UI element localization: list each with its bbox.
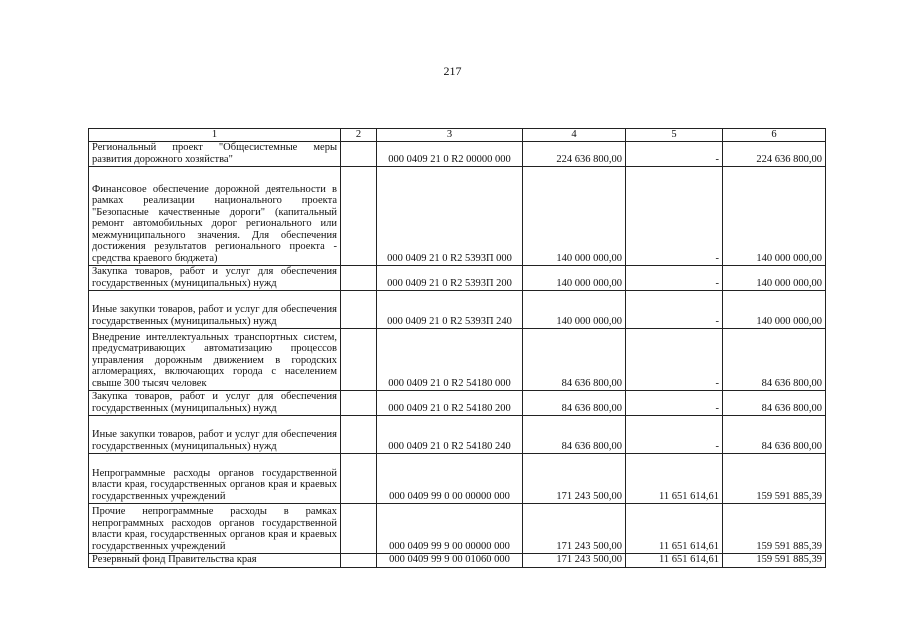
row-col-6: 140 000 000,00 [723, 291, 826, 329]
row-col-5: 11 651 614,61 [626, 554, 723, 568]
row-code: 000 0409 99 0 00 00000 000 [377, 454, 523, 504]
row-col-2 [341, 329, 377, 391]
row-col-5: - [626, 167, 723, 266]
row-col-5: - [626, 142, 723, 167]
row-description: Финансовое обеспечение дорожной деятельности в рамках реализации национального проекта "Безопасные качественные дороги" (капитальный ремонт автомобильных дорог регионального или межмуниципального значения. Для обеспечения достижения результатов регионального проекта - средства краевого бюджета) [89, 167, 341, 266]
row-code: 000 0409 21 0 R2 5393П 200 [377, 266, 523, 291]
row-col-6: 140 000 000,00 [723, 167, 826, 266]
header-col-5: 5 [626, 129, 723, 142]
header-col-6: 6 [723, 129, 826, 142]
row-col-6: 224 636 800,00 [723, 142, 826, 167]
row-description: Непрограммные расходы органов государственной власти края, государственных органов края и краевых государственных учреждений [89, 454, 341, 504]
row-col-2 [341, 454, 377, 504]
table-row [89, 391, 826, 416]
row-col-5: 11 651 614,61 [626, 504, 723, 554]
row-code: 000 0409 21 0 R2 00000 000 [377, 142, 523, 167]
row-description: Закупка товаров, работ и услуг для обеспечения государственных (муниципальных) нужд [89, 266, 341, 291]
table-row [89, 142, 826, 167]
row-code: 000 0409 21 0 R2 54180 000 [377, 329, 523, 391]
row-col-4: 171 243 500,00 [523, 504, 626, 554]
row-col-6: 159 591 885,39 [723, 454, 826, 504]
row-col-2 [341, 142, 377, 167]
row-description: Закупка товаров, работ и услуг для обеспечения государственных (муниципальных) нужд [89, 391, 341, 416]
budget-table [88, 128, 826, 568]
header-col-2: 2 [341, 129, 377, 142]
row-col-4: 140 000 000,00 [523, 167, 626, 266]
row-description: Иные закупки товаров, работ и услуг для обеспечения государственных (муниципальных) нужд [89, 416, 341, 454]
row-col-6: 84 636 800,00 [723, 416, 826, 454]
row-col-5: - [626, 266, 723, 291]
row-col-4: 84 636 800,00 [523, 416, 626, 454]
row-col-4: 84 636 800,00 [523, 329, 626, 391]
row-col-6: 140 000 000,00 [723, 266, 826, 291]
header-col-3: 3 [377, 129, 523, 142]
row-code: 000 0409 99 9 00 00000 000 [377, 504, 523, 554]
row-col-2 [341, 391, 377, 416]
table-row [89, 454, 826, 504]
row-col-5: 11 651 614,61 [626, 454, 723, 504]
table-row [89, 266, 826, 291]
row-col-2 [341, 416, 377, 454]
row-col-6: 84 636 800,00 [723, 391, 826, 416]
row-description: Внедрение интеллектуальных транспортных систем, предусматривающих автоматизацию процессов управления дорожным движением в городских агломерациях, включающих города с населением свыше 300 тысяч человек [89, 329, 341, 391]
row-code: 000 0409 21 0 R2 5393П 000 [377, 167, 523, 266]
row-col-6: 159 591 885,39 [723, 554, 826, 568]
row-col-5: - [626, 291, 723, 329]
row-col-4: 171 243 500,00 [523, 454, 626, 504]
row-col-2 [341, 504, 377, 554]
row-col-5: - [626, 391, 723, 416]
row-description: Региональный проект "Общесистемные меры развития дорожного хозяйства" [89, 142, 341, 167]
row-col-4: 224 636 800,00 [523, 142, 626, 167]
row-col-2 [341, 554, 377, 568]
row-col-4: 84 636 800,00 [523, 391, 626, 416]
row-col-2 [341, 167, 377, 266]
row-col-4: 140 000 000,00 [523, 291, 626, 329]
row-code: 000 0409 99 9 00 01060 000 [377, 554, 523, 568]
row-description: Прочие непрограммные расходы в рамках непрограммных расходов органов государственной власти края, государственных органов края и краевых государственных учреждений [89, 504, 341, 554]
row-col-2 [341, 266, 377, 291]
row-code: 000 0409 21 0 R2 5393П 240 [377, 291, 523, 329]
table-row [89, 554, 826, 568]
table-row [89, 416, 826, 454]
row-col-2 [341, 291, 377, 329]
table-row [89, 504, 826, 554]
row-col-5: - [626, 416, 723, 454]
table-row [89, 167, 826, 266]
header-col-1: 1 [89, 129, 341, 142]
row-description: Резервный фонд Правительства края [89, 554, 341, 568]
table-header-row [89, 129, 826, 142]
row-description: Иные закупки товаров, работ и услуг для обеспечения государственных (муниципальных) нужд [89, 291, 341, 329]
table-row [89, 329, 826, 391]
page-number: 217 [443, 64, 462, 78]
row-col-4: 171 243 500,00 [523, 554, 626, 568]
row-code: 000 0409 21 0 R2 54180 200 [377, 391, 523, 416]
header-col-4: 4 [523, 129, 626, 142]
row-col-5: - [626, 329, 723, 391]
row-col-4: 140 000 000,00 [523, 266, 626, 291]
row-col-6: 84 636 800,00 [723, 329, 826, 391]
table-row [89, 291, 826, 329]
row-col-6: 159 591 885,39 [723, 504, 826, 554]
row-code: 000 0409 21 0 R2 54180 240 [377, 416, 523, 454]
